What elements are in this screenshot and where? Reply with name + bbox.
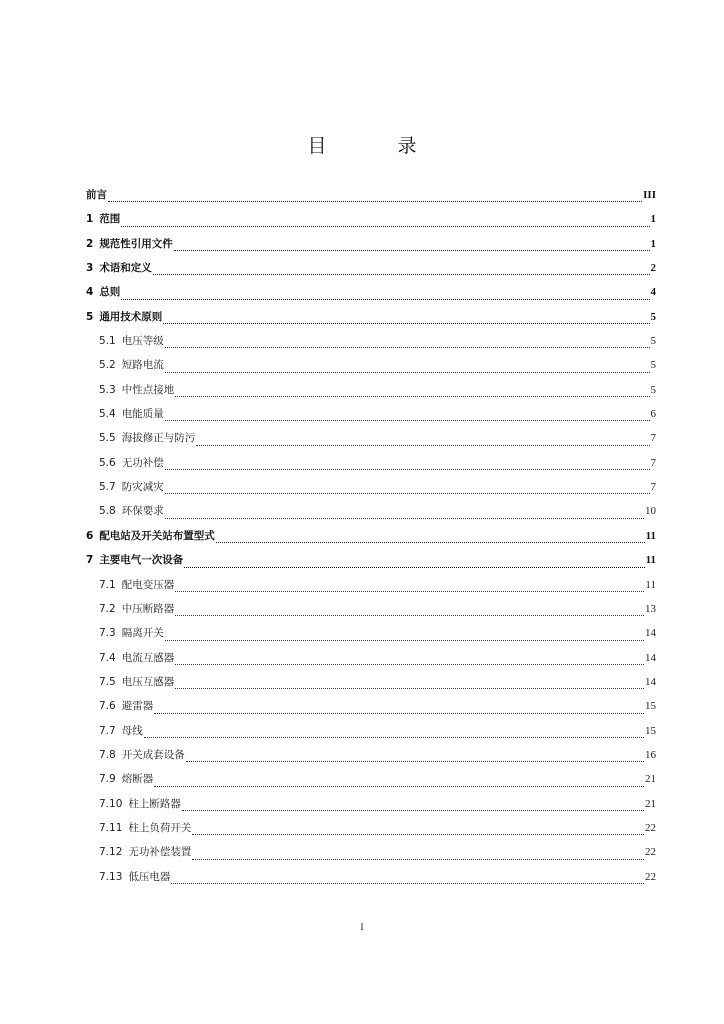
toc-entry-label: 母线 [121,724,143,737]
toc-dot-leader [121,298,649,300]
toc-entry-number: 7.10 [99,797,123,810]
toc-entry[interactable] [86,357,656,381]
toc-entry-label: 避雷器 [121,700,154,713]
toc-entry-page: 4 [650,286,656,299]
toc-entry-page: 22 [645,870,656,883]
toc-entry[interactable] [86,528,656,552]
toc-entry[interactable] [86,698,656,722]
toc-entry-label: 配电变压器 [121,578,175,591]
toc-entry-label: 术语和定义 [99,262,152,275]
toc-dot-leader [165,492,650,494]
toc-entry-label: 短路电流 [121,359,164,372]
toc-entry-page: 5 [650,359,656,372]
toc-entry-label: 柱上断路器 [128,797,181,810]
toc-dot-leader [175,663,644,665]
toc-entry-page: 15 [645,700,656,713]
toc-entry-number: 7.3 [99,627,116,640]
toc-entry[interactable] [86,382,656,406]
toc-entry-page: 14 [645,627,656,640]
toc-entry-page: 14 [645,651,656,664]
toc-entry-number: 1 [86,213,94,226]
toc-entry-page: 1 [650,237,656,250]
toc-dot-leader [165,639,644,641]
table-of-contents [86,187,656,893]
toc-entry-label: 电压互感器 [121,675,175,688]
toc-entry-label: 中性点接地 [121,383,175,396]
toc-entry[interactable] [86,503,656,527]
toc-dot-leader [192,858,644,860]
toc-dot-leader [175,614,644,616]
toc-dot-leader [165,346,650,348]
toc-entry-number: 3 [86,262,94,275]
toc-entry-number: 7.7 [99,724,116,737]
toc-entry[interactable] [86,309,656,333]
toc-entry[interactable] [86,260,656,284]
toc-dot-leader [196,444,649,446]
toc-entry[interactable] [86,479,656,503]
toc-dot-leader [175,687,644,689]
toc-entry-label: 防灾减灾 [121,481,164,494]
toc-dot-leader [192,833,644,835]
toc-dot-leader [121,225,649,227]
toc-dot-leader [154,712,644,714]
toc-entry-label: 主要电气一次设备 [99,554,184,567]
toc-entry[interactable] [86,552,656,576]
toc-entry-label: 柱上负荷开关 [128,821,192,834]
toc-entry[interactable] [86,625,656,649]
toc-entry-number: 5.8 [99,505,116,518]
toc-entry-label: 海拔修正与防污 [121,432,196,445]
toc-entry[interactable] [86,333,656,357]
toc-entry[interactable] [86,284,656,308]
toc-entry[interactable] [86,771,656,795]
toc-entry[interactable] [86,187,656,211]
toc-entry-page: 5 [650,383,656,396]
toc-entry-number: 7.6 [99,700,116,713]
toc-entry-label: 无功补偿 [121,456,164,469]
toc-entry-number: 6 [86,529,94,542]
toc-entry-label: 电压等级 [121,335,164,348]
toc-entry-page: 7 [650,432,656,445]
toc-entry-page: 11 [645,578,656,591]
toc-entry-label: 电能质量 [121,408,164,421]
toc-entry-label: 无功补偿装置 [128,846,192,859]
toc-entry[interactable] [86,796,656,820]
toc-entry-number: 7.2 [99,602,116,615]
toc-dot-leader [163,322,649,324]
toc-entry-label: 前言 [86,189,107,201]
toc-entry-page: 5 [650,335,656,348]
toc-entry-label: 规范性引用文件 [99,237,173,250]
toc-entry-number: 7.11 [99,821,123,834]
toc-dot-leader [216,541,645,543]
toc-entry[interactable] [86,577,656,601]
toc-entry-page: III [643,189,656,201]
toc-entry[interactable] [86,406,656,430]
toc-entry-page: 13 [645,602,656,615]
toc-entry-number: 5.7 [99,481,116,494]
toc-entry[interactable] [86,236,656,260]
toc-entry-page: 7 [650,456,656,469]
toc-entry-label: 总则 [99,286,121,299]
toc-entry-label: 开关成套设备 [121,748,185,761]
page-title: 目 录 [307,135,443,157]
toc-entry-number: 7.8 [99,748,116,761]
toc-entry-page: 21 [645,773,656,786]
toc-entry-label: 电流互感器 [121,651,175,664]
toc-entry-page: 5 [650,310,656,323]
toc-entry-number: 5.3 [99,383,116,396]
toc-entry[interactable] [86,430,656,454]
toc-entry-number: 7.4 [99,651,116,664]
toc-entry-page: 22 [645,846,656,859]
toc-entry[interactable] [86,211,656,235]
toc-entry-label: 通用技术原则 [99,310,163,323]
toc-dot-leader [144,736,644,738]
toc-dot-leader [184,566,644,568]
toc-entry-page: 2 [650,262,656,275]
toc-entry-page: 16 [645,748,656,761]
toc-entry-number: 5.2 [99,359,116,372]
toc-entry[interactable] [86,844,656,868]
toc-dot-leader [165,419,650,421]
toc-entry-number: 7.13 [99,870,123,883]
toc-entry[interactable] [86,723,656,747]
toc-entry-number: 7.1 [99,578,116,591]
toc-dot-leader [165,517,644,519]
toc-dot-leader [175,395,649,397]
toc-entry-page: 21 [645,797,656,810]
toc-entry-number: 7 [86,554,94,567]
toc-entry-number: 5.4 [99,408,116,421]
toc-entry-page: 6 [650,408,656,421]
toc-entry[interactable] [86,869,656,893]
toc-entry-page: 10 [645,505,656,518]
toc-entry[interactable] [86,820,656,844]
toc-entry-number: 7.5 [99,675,116,688]
toc-dot-leader [171,882,644,884]
toc-entry-page: 7 [650,481,656,494]
toc-entry-label: 熔断器 [121,773,154,786]
toc-entry-page: 1 [650,213,656,226]
page-number: I [360,922,364,932]
toc-entry-number: 2 [86,237,94,250]
toc-entry-label: 范围 [99,213,121,226]
toc-entry-number: 4 [86,286,94,299]
toc-entry-page: 11 [645,554,656,567]
toc-dot-leader [182,809,644,811]
toc-entry-number: 5.1 [99,335,116,348]
toc-entry-label: 配电站及开关站布置型式 [99,529,215,542]
toc-entry-page: 14 [645,675,656,688]
toc-entry-label: 环保要求 [121,505,164,518]
toc-dot-leader [154,785,644,787]
toc-dot-leader [174,249,650,251]
toc-entry-number: 7.12 [99,846,123,859]
toc-entry-page: 15 [645,724,656,737]
toc-entry[interactable] [86,674,656,698]
toc-entry-label: 中压断路器 [121,602,175,615]
toc-entry-label: 低压电器 [128,870,171,883]
toc-entry-page: 11 [645,529,656,542]
toc-entry-number: 7.9 [99,773,116,786]
toc-entry[interactable] [86,747,656,771]
toc-entry[interactable] [86,601,656,625]
toc-entry[interactable] [86,455,656,479]
toc-entry-label: 隔离开关 [121,627,164,640]
toc-entry-number: 5 [86,310,94,323]
toc-dot-leader [165,468,650,470]
toc-entry-number: 5.5 [99,432,116,445]
toc-entry-page: 22 [645,821,656,834]
toc-entry-number: 5.6 [99,456,116,469]
toc-dot-leader [186,760,644,762]
toc-dot-leader [108,200,642,202]
toc-dot-leader [165,371,650,373]
toc-dot-leader [153,273,650,275]
toc-dot-leader [175,590,644,592]
toc-entry[interactable] [86,650,656,674]
